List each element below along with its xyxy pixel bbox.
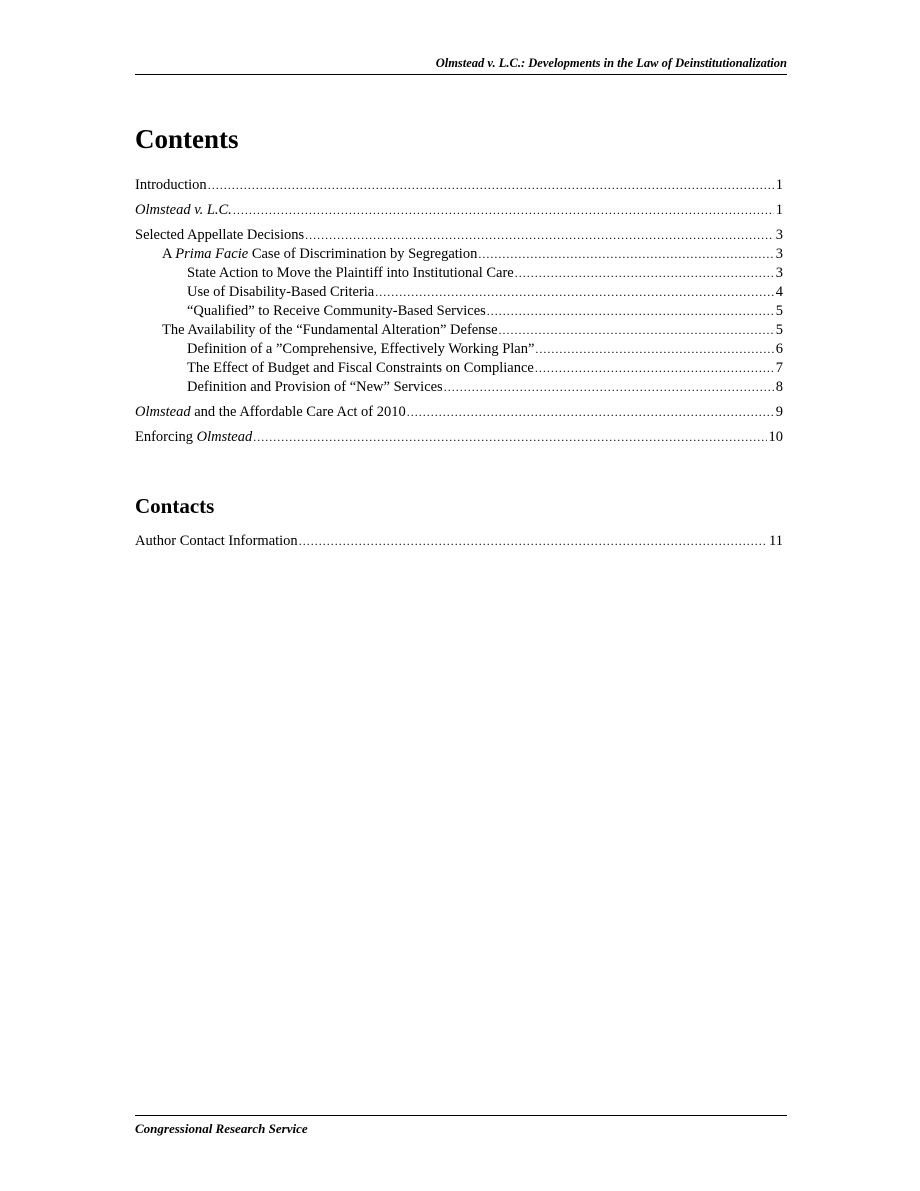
toc-entry-title-part: A	[162, 246, 176, 262]
toc-entry-title	[187, 340, 534, 359]
toc-dot-leader	[487, 302, 774, 321]
toc-page-number: 7	[775, 360, 783, 376]
toc-entry[interactable]	[135, 264, 783, 283]
toc-entry-title-part: Author Contact Information	[135, 533, 298, 549]
toc-page-number: 3	[775, 265, 783, 281]
toc-entry[interactable]	[135, 359, 783, 378]
contents-heading: Contents	[135, 124, 239, 154]
toc-entry[interactable]	[135, 226, 783, 245]
toc-dot-leader	[208, 176, 774, 195]
toc-dot-leader	[535, 359, 774, 378]
toc-entry-title	[135, 201, 232, 220]
toc-entry-title-part: Introduction	[135, 177, 207, 193]
toc-dot-leader	[253, 428, 766, 447]
toc-entry-title	[135, 226, 304, 245]
toc-dot-leader	[375, 283, 774, 302]
toc-entry-title-part: The Availability of the “Fundamental Alteration” Defense	[162, 322, 498, 338]
toc-entry[interactable]	[135, 378, 783, 397]
toc-entry-title	[135, 403, 406, 422]
toc-entry-title	[162, 245, 477, 264]
toc-entry-title	[135, 428, 252, 447]
toc-dot-leader	[407, 403, 774, 422]
toc-entry-title-part: Definition and Provision of “New” Services	[187, 379, 443, 395]
toc-page-number: 1	[775, 177, 783, 193]
table-of-contents	[135, 176, 783, 453]
toc-entry[interactable]	[135, 403, 783, 422]
toc-entry-title-part: “Qualified” to Receive Community-Based Services	[187, 303, 486, 319]
toc-dot-leader	[535, 340, 773, 359]
toc-page-number: 10	[768, 429, 783, 445]
contacts-list	[135, 532, 783, 557]
toc-entry-title	[187, 283, 374, 302]
toc-page-number: 4	[775, 284, 783, 300]
toc-dot-leader	[305, 226, 774, 245]
toc-page-number: 3	[775, 227, 783, 243]
toc-entry-title	[187, 378, 443, 397]
toc-page-number: 1	[775, 202, 783, 218]
toc-entry[interactable]	[135, 302, 783, 321]
toc-entry-title-part: The Effect of Budget and Fiscal Constraints on Compliance	[187, 360, 534, 376]
toc-entry-title-part: and the Affordable Care Act of 2010	[190, 404, 406, 420]
toc-entry[interactable]	[135, 176, 783, 195]
toc-entry-title-part: Use of Disability-Based Criteria	[187, 284, 375, 300]
toc-dot-leader	[478, 245, 773, 264]
toc-page-number: 9	[775, 404, 783, 420]
toc-entry-title	[135, 176, 207, 195]
toc-page-number: 3	[775, 246, 783, 262]
toc-entry[interactable]	[135, 245, 783, 264]
toc-page-number: 5	[775, 322, 783, 338]
toc-entry-title-part: Olmstead v. L.C.	[135, 202, 232, 218]
toc-entry-title	[135, 532, 298, 551]
toc-page-number: 8	[775, 379, 783, 395]
toc-entry-title-part: Prima Facie	[175, 246, 249, 262]
toc-entry-title-part: State Action to Move the Plaintiff into Institutional Care	[187, 265, 514, 281]
toc-entry[interactable]	[135, 321, 783, 340]
running-header: Olmstead v. L.C.: Developments in the Law of Deinstitutionalization	[135, 56, 787, 75]
toc-entry-title	[187, 264, 514, 283]
toc-entry-title-part: Selected Appellate Decisions	[135, 227, 305, 243]
toc-entry[interactable]	[135, 532, 783, 551]
toc-entry-title-part: Olmstead	[196, 429, 253, 445]
toc-dot-leader	[515, 264, 774, 283]
toc-entry-title-part: Enforcing	[135, 429, 197, 445]
toc-dot-leader	[299, 532, 767, 551]
toc-page-number: 11	[769, 533, 783, 549]
toc-entry-title	[187, 359, 534, 378]
toc-entry-title-part: Case of Discrimination by Segregation	[248, 246, 478, 262]
toc-entry[interactable]	[135, 428, 783, 447]
toc-entry[interactable]	[135, 283, 783, 302]
contacts-heading: Contacts	[135, 494, 215, 518]
toc-entry[interactable]	[135, 201, 783, 220]
toc-entry-title-part: Definition of a ”Comprehensive, Effectively Working Plan”	[187, 341, 535, 357]
toc-entry-title-part: Olmstead	[135, 404, 191, 420]
toc-dot-leader	[499, 321, 774, 340]
toc-dot-leader	[444, 378, 774, 397]
toc-dot-leader	[233, 201, 774, 220]
toc-entry-title	[162, 321, 498, 340]
toc-entry[interactable]	[135, 340, 783, 359]
toc-page-number: 5	[775, 303, 783, 319]
toc-page-number: 6	[775, 341, 783, 357]
toc-entry-title	[187, 302, 486, 321]
running-footer: Congressional Research Service	[135, 1115, 787, 1137]
